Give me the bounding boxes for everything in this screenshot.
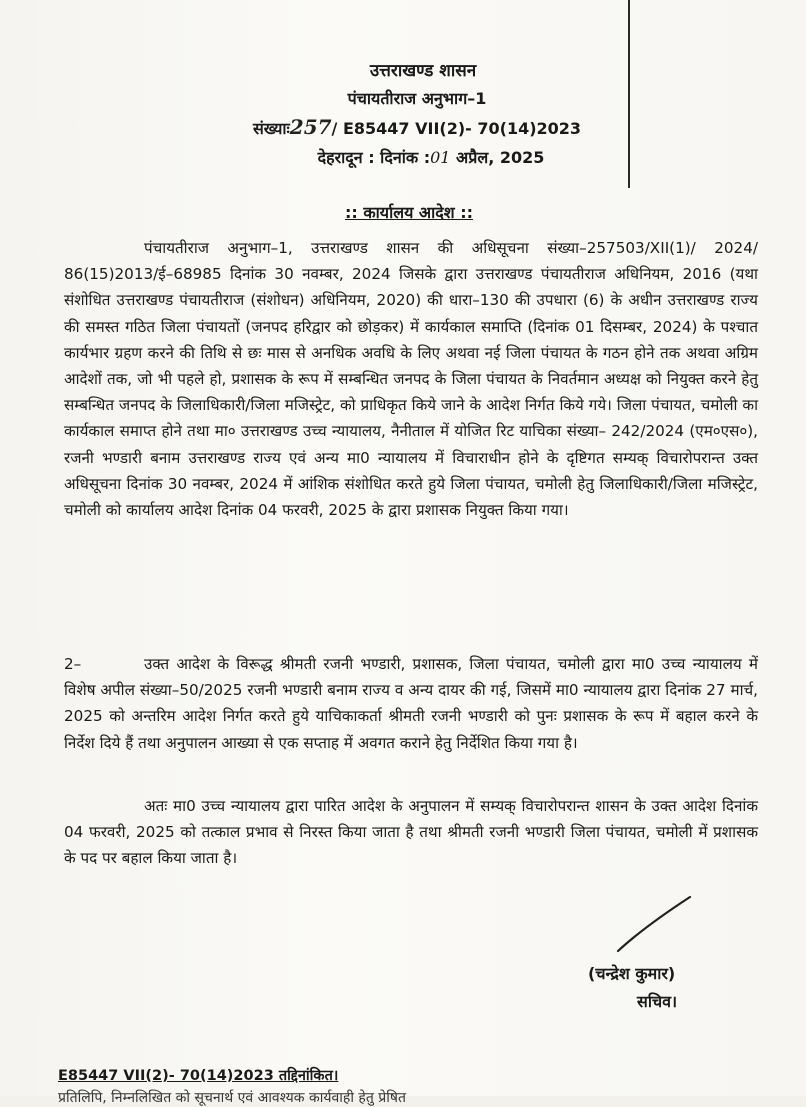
document-title: :: कार्यालय आदेश :: xyxy=(345,203,474,222)
paragraph-3: अतः मा0 उच्च न्यायालय द्वारा पारित आदेश के अनुपालन में सम्यक् विचारोपरान्त शासन के उक्त आदेश दिनांक 04 फरवरी, 2025 को तत्काल प्रभाव से निरस्त किया जाता है तथा श्रीमती रजनी भण्डारी जिला पंचायत, चमोली में प्रशासक के पद पर बहाल किया जाता है। xyxy=(64,797,758,868)
footer-next-line: प्रतिलिपि, निम्नलिखित को सूचनार्थ एवं आवश्यक कार्यवाही हेतु प्रेषित xyxy=(58,1090,406,1106)
handwritten-date: 01 xyxy=(430,148,451,167)
order-number xyxy=(14,115,806,139)
paragraph-2-number: 2– xyxy=(64,655,82,673)
signatory-name: (चन्द्रेश कुमार) xyxy=(588,964,676,983)
date-rest: अप्रैल, 2025 xyxy=(450,148,545,167)
handwritten-number: 257 xyxy=(289,115,332,139)
paragraph-2-text: उक्त आदेश के विरूद्ध श्रीमती रजनी भण्डारी, प्रशासक, जिला पंचायत, चमोली द्वारा मा0 उच्च न्यायालय में विशेष अपील संख्या–50/2025 रजनी भण्डारी बनाम राज्य व अन्य दायर की गई, जिसमें मा0 न्यायालय द्वारा दिनांक 27 मार्च, 2025 को अन्तरिम आदेश निर्गत करते हुये याचिकाकर्ता श्रीमती रजनी भण्डारी को पुनः प्रशासक के रूप में बहाल करने के निर्देश दिये हैं तथा अनुपालन आख्या से एक सप्ताह में अवगत कराने हेतु निर्देशित किया गया है। xyxy=(64,655,758,752)
paragraph-1: पंचायतीराज अनुभाग–1, उत्तराखण्ड शासन की अधिसूचना संख्या–257503/XII(1)/ 2024/ 86(15)2013/ई–68985 दिनांक 30 नवम्बर, 2024 जिसके द्वारा उत्तराखण्ड पंचायतीराज अधिनियम, 2016 (यथा संशोधित उत्तराखण्ड पंचायतीराज (संशोधन) अधिनियम, 2020) की धारा–130 की उपधारा (6) के अधीन उत्तराखण्ड राज्य की समस्त गठित जिला पंचायतों (जनपद हरिद्वार को छोड़कर) में कार्यकाल समाप्ति (दिनांक 01 दिसम्बर, 2024) के पश्चात कार्यभार ग्रहण करने की तिथि से छः मास से अनधिक अवधि के लिए अथवा नई जिला पंचायत के गठन होने तक अथवा अग्रिम आदेशों तक, जो भी पहले हो, प्रशासक के रूप में सम्बन्धित जनपद के जिला पंचायत के निवर्तमान अध्यक्ष को नियुक्त करने हेतु सम्बन्धित जनपद के जिलाधिकारी/जिला मजिस्ट्रेट, को प्राधिकृत किये जाने के आदेश निर्गत किये गये। जिला पंचायत, चमोली का कार्यकाल समाप्त होने तथा मा० उत्तराखण्ड उच्च न्यायालय, नैनीताल में योजित रिट याचिका संख्या– 242/2024 (एम०एस०), रजनी भण्डारी बनाम उत्तराखण्ड राज्य एवं अन्य मा0 न्यायालय में विचाराधीन होने के दृष्टिगत सम्यक् विचारोपरान्त उक्त अधिसूचना दिनांक 30 नवम्बर, 2024 में आंशिक संशोधित करते हुये जिला पंचायत, चमोली हेतु जिलाधिकारी/जिला मजिस्ट्रेट, चमोली को कार्यालय आदेश दिनांक 04 फरवरी, 2025 के द्वारा प्रशासक नियुक्त किया गया। xyxy=(64,239,758,520)
paragraph-2 xyxy=(64,651,758,756)
footer-reference: E85447 VII(2)- 70(14)2023 तद्दिनांकित। xyxy=(58,1068,339,1084)
place-date xyxy=(28,146,806,168)
signatory-designation: सचिव। xyxy=(637,992,678,1011)
order-number-rest: / E85447 VII(2)- 70(14)2023 xyxy=(331,119,582,138)
department-name: पंचायतीराज अनुभाग–1 xyxy=(347,89,487,108)
place-date-label: देहरादून : दिनांक : xyxy=(317,148,431,167)
order-number-label: संख्याः xyxy=(252,119,290,138)
signature-stroke xyxy=(614,893,694,955)
government-name: उत्तराखण्ड शासन xyxy=(369,61,477,81)
